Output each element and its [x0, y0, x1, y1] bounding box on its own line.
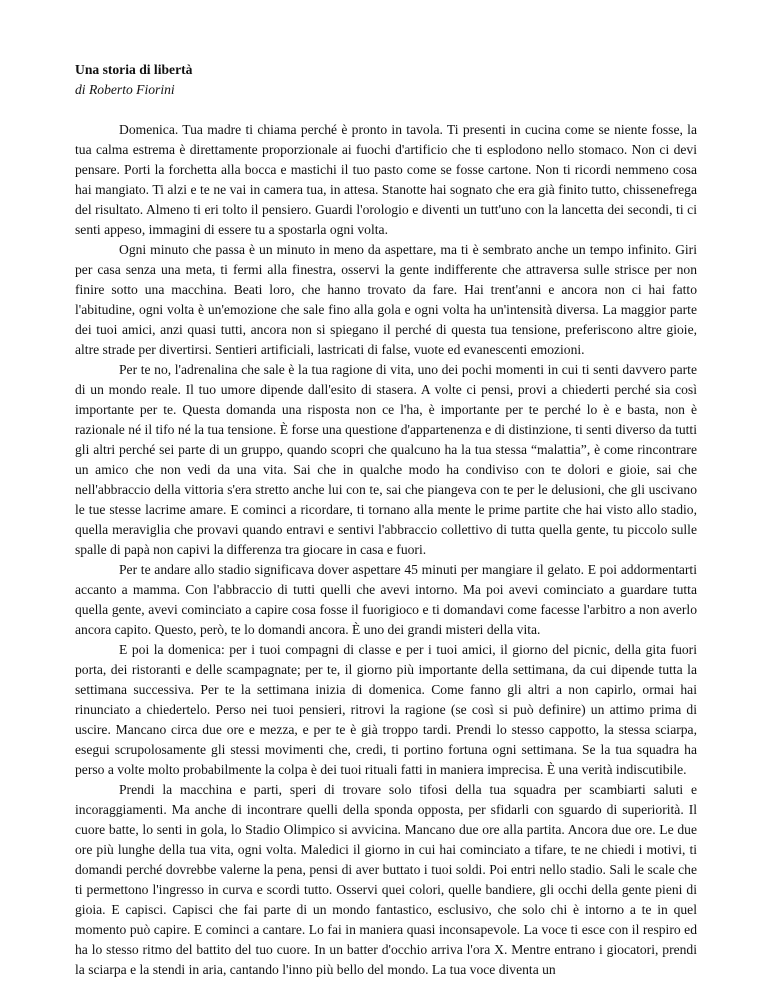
document-author: di Roberto Fiorini — [75, 82, 175, 97]
document-title: Una storia di libertà — [75, 62, 193, 77]
document-page — [75, 60, 697, 980]
paragraph-5: E poi la domenica: per i tuoi compagni di classe e per i tuoi amici, il giorno del picnic, della gita fuori porta, dei ristoranti e delle scampagnate; per te, il giorno più importante della settimana, da cui dipende tutta la settimana successiva. Per te la settimana inizia di domenica. Come fanno gli altri a non capirlo, ormai hai rinunciato a chiedertelo. Perso nei tuoi pensieri, ritrovi la ragione (se così si può definire) un attimo prima di uscire. Mancano circa due ore e mezza, e per te è già troppo tardi. Prendi lo stesso cappotto, la stessa sciarpa, esegui scrupolosamente gli stessi movimenti che, credi, ti portino fortuna ogni settimana. Se la tua squadra ha perso a volte molto probabilmente la colpa è dei tuoi rituali fatti in maniera imprecisa. È una verità indiscutibile. — [75, 642, 697, 777]
paragraph-2: Ogni minuto che passa è un minuto in meno da aspettare, ma ti è sembrato anche un tempo infinito. Giri per casa senza una meta, ti fermi alla finestra, osservi la gente indifferente che attraversa sulle strisce per non finire sotto una macchina. Beati loro, che hanno trovato da fare. Hai trent'anni e ancora non ci hai fatto l'abitudine, ogni volta è un'emozione che sale fino alla gola e ogni volta ha un'intensità diversa. La maggior parte dei tuoi amici, anzi quasi tutti, ancora non si spiegano il perché di questa tua tensione, preferiscono altre gioie, altre strade per divertirsi. Sentieri artificiali, lastricati di false, vuote ed evanescenti emozioni. — [75, 242, 697, 357]
paragraph-6: Prendi la macchina e parti, speri di trovare solo tifosi della tua squadra per scambiarti saluti e incoraggiamenti. Ma anche di incontrare quelli della sponda opposta, per sfidarli con sguardo di superiorità. Il cuore batte, lo senti in gola, lo Stadio Olimpico si avvicina. Mancano due ore alla partita. Ancora due ore. Le due ore più lunghe della tua vita, ogni volta. Maledici il giorno in cui hai cominciato a tifare, te ne chiedi i motivi, ti domandi perché dovrebbe valerne la pena, pensi di aver buttato i tuoi soldi. Poi entri nello stadio. Sali le scale che ti permettono l'ingresso in curva e scordi tutto. Osservi quei colori, quelle bandiere, gli occhi della gente pieni di gioia. E capisci. Capisci che fai parte di un mondo fantastico, esclusivo, che solo chi è intorno a te in quel momento può capire. E cominci a cantare. Lo fai in maniera quasi inconsapevole. La voce ti esce con il respiro ed ha lo stesso ritmo del battito del tuo cuore. In un batter d'occhio arriva l'ora X. Mentre entrano i giocatori, prendi la sciarpa e la stendi in aria, cantando l'inno più bello del mondo. La tua voce diventa un — [75, 782, 697, 977]
paragraph-4: Per te andare allo stadio significava dover aspettare 45 minuti per mangiare il gelato. E poi addormentarti accanto a mamma. Con l'abbraccio di tutti quelli che avevi intorno. Ma poi avevi cominciato a guardare tutta quella gente, avevi cominciato a capire cosa fosse il fuorigioco e ti domandavi come facesse l'arbitro a non averlo ancora capito. Questo, però, te lo domandi ancora. È uno dei grandi misteri della vita. — [75, 562, 697, 637]
paragraph-3: Per te no, l'adrenalina che sale è la tua ragione di vita, uno dei pochi momenti in cui ti senti davvero parte di un mondo reale. Il tuo umore dipende dall'esito di stasera. A volte ci pensi, provi a chiederti perché sia così importante per te. Questa domanda una risposta non ce l'ha, è importante per te perché lo è e basta, non è razionale né il tifo né la tua tensione. È forse una questione d'appartenenza e di distinzione, ti senti diverso da tutti gli altri perché sei parte di un gruppo, quando scopri che qualcuno ha la tua stessa “malattia”, è come rincontrare un amico che non vedi da una vita. Sai che in qualche modo ha condiviso con te dolori e gioie, sai che nell'abbraccio della vittoria s'era stretto anche lui con te, sai che piangeva con te per le delusioni, che gli uscivano le tue stesse lacrime amare. E cominci a ricordare, ti tornano alla mente le prime partite che hai visto allo stadio, quella meraviglia che provavi quando entravi e sentivi l'abbraccio collettivo di tutta quella gente, tu piccolo sulle spalle di papà non capivi la differenza tra giocare in casa e fuori. — [75, 362, 697, 557]
paragraph-1: Domenica. Tua madre ti chiama perché è pronto in tavola. Ti presenti in cucina come se niente fosse, la tua calma estrema è direttamente proporzionale ai fuochi d'artificio che ti esplodono nello stomaco. Non ci devi pensare. Porti la forchetta alla bocca e mastichi il tuo pasto come se fosse cartone. Non ti ricordi nemmeno cosa hai mangiato. Ti alzi e te ne vai in camera tua, in attesa. Stanotte hai sognato che era già finito tutto, chissenefrega del risultato. Almeno ti eri tolto il pensiero. Guardi l'orologio e diventi un tutt'uno con la lancetta dei secondi, ti ci senti appeso, immagini di essere tu a spostarla ogni volta. — [75, 122, 697, 237]
